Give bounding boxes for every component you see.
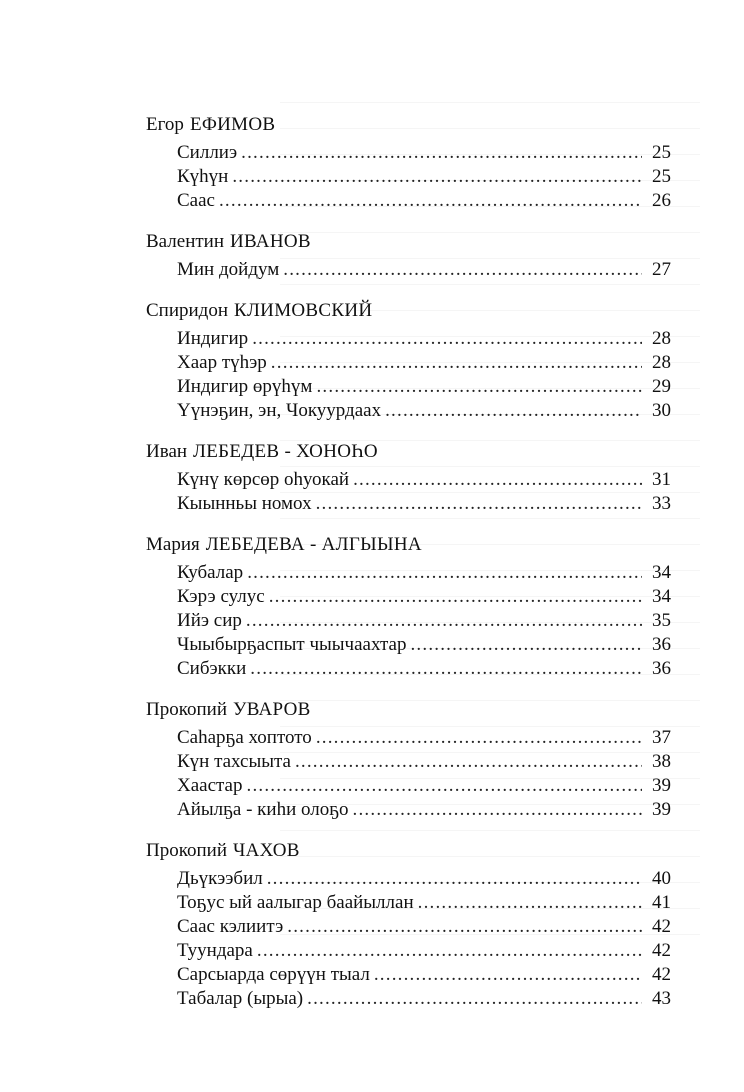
toc-entry[interactable] — [146, 258, 671, 282]
toc-entry[interactable] — [146, 609, 671, 633]
page-number: 34 — [652, 562, 671, 583]
leader-dots — [250, 657, 642, 681]
author-section — [146, 299, 671, 423]
toc-entry[interactable] — [146, 165, 671, 189]
page-number: 43 — [652, 988, 671, 1009]
toc-entry[interactable] — [146, 867, 671, 891]
entry-title: Күнү көрсөр оһуокай — [177, 469, 350, 490]
toc-entry[interactable] — [146, 987, 671, 1011]
entry-title: Тоҕус ый аалыгар баайыллан — [177, 892, 414, 913]
page-number: 25 — [652, 166, 671, 187]
author-section — [146, 230, 671, 282]
leader-dots — [252, 327, 642, 351]
author-section — [146, 440, 671, 516]
leader-dots — [246, 609, 642, 633]
author-name: Прокопий УВАРОВ — [146, 699, 311, 720]
leader-dots — [247, 561, 642, 585]
entry-title: Туундара — [177, 940, 253, 961]
author-section — [146, 698, 671, 822]
toc-entry[interactable] — [146, 141, 671, 165]
page-number: 30 — [652, 400, 671, 421]
toc-entry[interactable] — [146, 750, 671, 774]
toc-entry[interactable] — [146, 351, 671, 375]
leader-dots — [307, 987, 642, 1011]
page-number: 28 — [652, 328, 671, 349]
page-number: 28 — [652, 352, 671, 373]
entry-title: Индигир өрүһүм — [177, 376, 313, 397]
author-name: Мария ЛЕБЕДЕВА - АЛГЫЫНА — [146, 534, 422, 555]
author-name: Иван ЛЕБЕДЕВ - ХОНОҺО — [146, 441, 378, 462]
toc-entry[interactable] — [146, 774, 671, 798]
entry-title: Үүнэҕин, эн, Чокуурдаах — [177, 400, 382, 421]
page-number: 33 — [652, 493, 671, 514]
entry-title: Күн тахсыыта — [177, 751, 291, 772]
leader-dots — [219, 189, 642, 213]
page-number: 36 — [652, 658, 671, 679]
entry-title: Айылҕа - киһи олоҕо — [177, 799, 349, 820]
entry-title: Кэрэ сулус — [177, 586, 265, 607]
entry-title: Хаар түһэр — [177, 352, 267, 373]
leader-dots — [247, 774, 643, 798]
author-name: Валентин ИВАНОВ — [146, 231, 311, 252]
page-number: 42 — [652, 964, 671, 985]
toc-entry[interactable] — [146, 561, 671, 585]
leader-dots — [316, 375, 642, 399]
leader-dots — [418, 891, 642, 915]
leader-dots — [295, 750, 642, 774]
toc-entry[interactable] — [146, 939, 671, 963]
toc-entry[interactable] — [146, 657, 671, 681]
entry-title: Кубалар — [177, 562, 244, 583]
toc-entry[interactable] — [146, 189, 671, 213]
entry-title: Ийэ сир — [177, 610, 242, 631]
page-number: 41 — [652, 892, 671, 913]
entry-title: Сибэкки — [177, 658, 247, 679]
entry-title: Табалар (ырыа) — [177, 988, 304, 1009]
author-section — [146, 839, 671, 1011]
toc-entry[interactable] — [146, 963, 671, 987]
leader-dots — [269, 585, 642, 609]
entry-title: Силлиэ — [177, 142, 238, 163]
toc-entry[interactable] — [146, 915, 671, 939]
leader-dots — [353, 468, 642, 492]
entry-title: Кыынньы номох — [177, 493, 312, 514]
entry-title: Саас — [177, 190, 215, 211]
entry-title: Чыыбырҕаспыт чыычаахтар — [177, 634, 407, 655]
page-number: 39 — [652, 775, 671, 796]
leader-dots — [267, 867, 642, 891]
page-number: 27 — [652, 259, 671, 280]
toc-entry[interactable] — [146, 891, 671, 915]
toc-entry[interactable] — [146, 726, 671, 750]
toc-entry[interactable] — [146, 492, 671, 516]
page-number: 42 — [652, 916, 671, 937]
page-number: 42 — [652, 940, 671, 961]
page-number: 38 — [652, 751, 671, 772]
page-number: 29 — [652, 376, 671, 397]
author-section — [146, 533, 671, 681]
leader-dots — [287, 915, 642, 939]
page-number: 35 — [652, 610, 671, 631]
author-name: Спиридон КЛИМОВСКИЙ — [146, 300, 373, 321]
leader-dots — [271, 351, 642, 375]
page-number: 39 — [652, 799, 671, 820]
leader-dots — [385, 399, 642, 423]
leader-dots — [283, 258, 642, 282]
entry-title: Сарсыарда сөрүүн тыал — [177, 964, 370, 985]
leader-dots — [232, 165, 642, 189]
leader-dots — [316, 726, 642, 750]
page-number: 34 — [652, 586, 671, 607]
entry-title: Саһарҕа хоптото — [177, 727, 312, 748]
toc-entry[interactable] — [146, 585, 671, 609]
entry-title: Дьүкээбил — [177, 868, 263, 889]
leader-dots — [241, 141, 642, 165]
author-name: Прокопий ЧАХОВ — [146, 840, 300, 861]
entry-title: Саас кэлиитэ — [177, 916, 284, 937]
leader-dots — [353, 798, 642, 822]
entry-title: Күһүн — [177, 166, 229, 187]
entry-title: Индигир — [177, 328, 249, 349]
toc-entry[interactable] — [146, 798, 671, 822]
toc-entry[interactable] — [146, 633, 671, 657]
leader-dots — [374, 963, 642, 987]
entry-title: Хаастар — [177, 775, 243, 796]
page-number: 26 — [652, 190, 671, 211]
page-number: 40 — [652, 868, 671, 889]
page-number: 37 — [652, 727, 671, 748]
page-number: 36 — [652, 634, 671, 655]
leader-dots — [316, 492, 642, 516]
toc-entry[interactable] — [146, 468, 671, 492]
page-number: 25 — [652, 142, 671, 163]
page-number: 31 — [652, 469, 671, 490]
toc-entry[interactable] — [146, 327, 671, 351]
leader-dots — [257, 939, 642, 963]
author-section — [146, 113, 671, 213]
toc-entry[interactable] — [146, 399, 671, 423]
author-name: Егор ЕФИМОВ — [146, 114, 276, 135]
leader-dots — [410, 633, 642, 657]
toc-entry[interactable] — [146, 375, 671, 399]
table-of-contents — [146, 113, 671, 1028]
entry-title: Мин дойдум — [177, 259, 280, 280]
